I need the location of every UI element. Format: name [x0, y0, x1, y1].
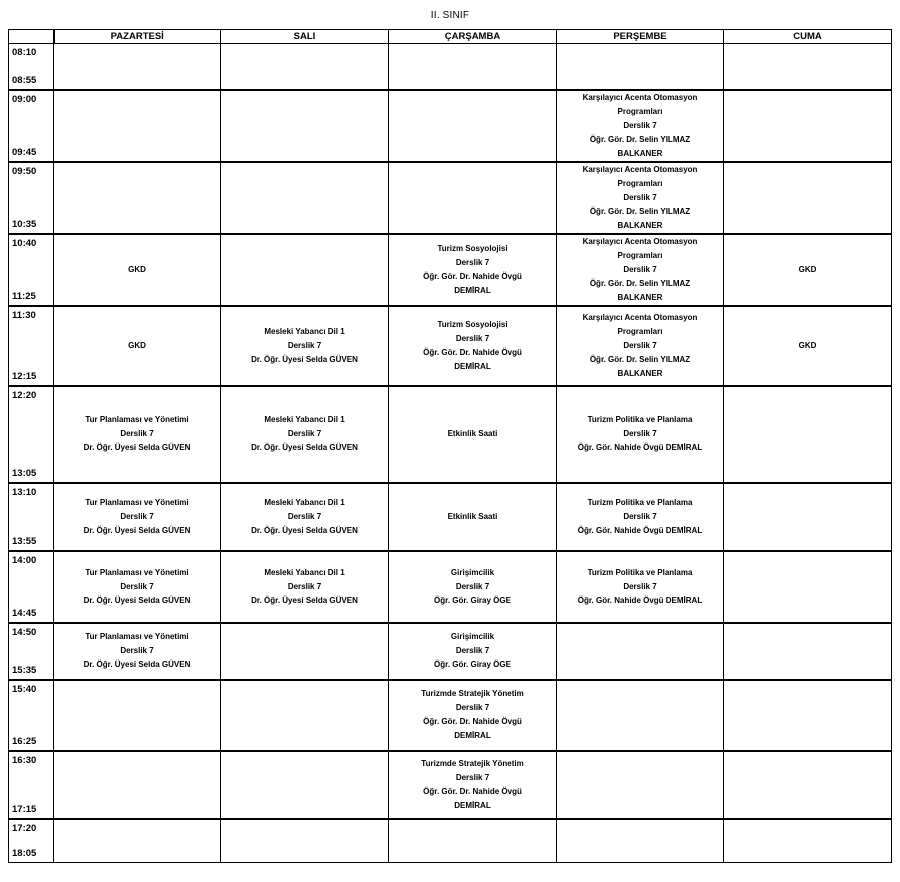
course-line: Mesleki Yabancı Dil 1 — [264, 497, 345, 507]
course-cell-sali — [221, 44, 389, 90]
schedule-body — [9, 44, 892, 863]
course-line: Programları — [617, 178, 663, 188]
course-line: Turizm Sosyolojisi — [437, 319, 508, 329]
course-line: Derslik 7 — [455, 581, 490, 591]
course-line: Derslik 7 — [623, 511, 657, 521]
slot-end-time: 10:35 — [12, 218, 37, 230]
course-line: Derslik 7 — [287, 429, 322, 438]
slot-start-time: 14:00 — [12, 554, 37, 566]
course-line: Derslik 7 — [120, 511, 154, 521]
course-line: DEMİRAL — [454, 361, 491, 371]
course-cell-cuma — [724, 386, 892, 483]
course-cell-pazartesi — [54, 819, 221, 863]
course-cell-sali — [221, 162, 389, 234]
course-cell-cuma — [724, 680, 892, 751]
course-line: GKD — [128, 264, 146, 274]
course-cell-sali — [221, 306, 389, 386]
course-line: Derslik 7 — [623, 429, 657, 438]
course-cell-carsamba — [389, 44, 557, 90]
course-cell-cuma — [724, 90, 892, 162]
course-line: Turizm Politika ve Planlama — [587, 567, 693, 577]
course-cell-cuma — [724, 551, 892, 623]
course-cell-cuma — [724, 44, 892, 90]
time-slot — [9, 819, 54, 863]
slot-start-time: 10:40 — [12, 237, 37, 249]
course-cell-persembe — [557, 306, 724, 386]
slot-start-time: 15:40 — [12, 683, 37, 695]
slot-end-time: 14:45 — [12, 607, 37, 619]
class-title: II. SINIF — [430, 10, 470, 21]
course-cell-sali — [221, 234, 389, 306]
course-cell-carsamba — [389, 90, 557, 162]
course-cell-carsamba — [389, 306, 557, 386]
course-cell-persembe — [557, 551, 724, 623]
course-line: Dr. Öğr. Üyesi Selda GÜVEN — [251, 443, 358, 452]
course-cell-sali — [221, 551, 389, 623]
time-slot — [9, 680, 54, 751]
course-cell-cuma — [724, 483, 892, 551]
course-line: Tur Planlaması ve Yönetimi — [85, 497, 189, 507]
course-cell-persembe — [557, 819, 724, 863]
course-line: Öğr. Gör. Dr. Nahide Övgü — [423, 717, 522, 726]
time-slot — [9, 551, 54, 623]
course-cell-pazartesi — [54, 386, 221, 483]
course-line: Derslik 7 — [623, 192, 657, 202]
slot-end-time: 13:05 — [12, 467, 37, 479]
slot-start-time: 16:30 — [12, 754, 37, 766]
course-line: Mesleki Yabancı Dil 1 — [264, 326, 345, 336]
course-line: Dr. Öğr. Üyesi Selda GÜVEN — [251, 525, 358, 535]
day-header-cuma: CUMA — [724, 30, 892, 44]
course-line: Programları — [617, 250, 663, 260]
schedule-table — [8, 29, 892, 863]
course-line: Etkinlik Saati — [447, 511, 498, 521]
slot-start-time: 13:10 — [12, 486, 37, 498]
course-line: BALKANER — [617, 148, 663, 158]
course-line: GKD — [798, 264, 817, 274]
course-cell-sali — [221, 386, 389, 483]
course-cell-cuma — [724, 819, 892, 863]
course-line: Derslik 7 — [623, 120, 657, 130]
course-line: Derslik 7 — [455, 333, 490, 343]
time-slot-row — [9, 551, 892, 623]
course-cell-persembe — [557, 623, 724, 680]
course-cell-pazartesi — [54, 680, 221, 751]
course-line: Öğr. Gör. Dr. Selin YILMAZ — [589, 134, 691, 144]
course-line: Karşılayıcı Acenta Otomasyon — [582, 92, 698, 102]
course-line: Öğr. Gör. Giray ÖGE — [434, 660, 511, 669]
time-slot — [9, 162, 54, 234]
course-line: BALKANER — [617, 292, 663, 302]
course-line: Derslik 7 — [287, 511, 322, 521]
slot-start-time: 14:50 — [12, 626, 37, 638]
course-line: Programları — [617, 326, 663, 336]
course-line: Öğr. Gör. Giray ÖGE — [434, 595, 511, 605]
time-slot — [9, 306, 54, 386]
time-slot — [9, 234, 54, 306]
course-line: Mesleki Yabancı Dil 1 — [264, 415, 345, 424]
course-line: Dr. Öğr. Üyesi Selda GÜVEN — [251, 595, 358, 605]
course-cell-sali — [221, 751, 389, 819]
course-cell-pazartesi — [54, 162, 221, 234]
course-line: Karşılayıcı Acenta Otomasyon — [582, 236, 698, 246]
course-line: Tur Planlaması ve Yönetimi — [85, 567, 189, 577]
course-cell-persembe — [557, 44, 724, 90]
course-cell-carsamba — [389, 234, 557, 306]
course-cell-persembe — [557, 386, 724, 483]
course-line: Öğr. Gör. Dr. Selin YILMAZ — [589, 206, 691, 216]
course-line: Öğr. Gör. Dr. Nahide Övgü — [423, 347, 522, 357]
course-cell-pazartesi — [54, 751, 221, 819]
course-line: DEMİRAL — [454, 285, 491, 295]
course-line: Öğr. Gör. Nahide Övgü DEMİRAL — [577, 595, 703, 605]
day-header-pazartesi: PAZARTESİ — [54, 30, 221, 44]
course-cell-persembe — [557, 680, 724, 751]
course-cell-carsamba — [389, 483, 557, 551]
course-cell-carsamba — [389, 162, 557, 234]
course-cell-sali — [221, 483, 389, 551]
course-cell-pazartesi — [54, 44, 221, 90]
course-line: Derslik 7 — [120, 646, 154, 655]
course-line: Dr. Öğr. Üyesi Selda GÜVEN — [83, 595, 191, 605]
day-header-persembe: PERŞEMBE — [557, 30, 724, 44]
header-row — [9, 30, 892, 44]
course-cell-cuma — [724, 162, 892, 234]
course-line: Dr. Öğr. Üyesi Selda GÜVEN — [83, 525, 191, 535]
time-slot-row — [9, 819, 892, 863]
course-line: Derslik 7 — [120, 581, 154, 591]
course-line: Derslik 7 — [287, 581, 322, 591]
course-cell-persembe — [557, 234, 724, 306]
course-cell-cuma — [724, 306, 892, 386]
course-line: Mesleki Yabancı Dil 1 — [264, 567, 345, 577]
course-line: Öğr. Gör. Dr. Selin YILMAZ — [589, 278, 691, 288]
course-cell-carsamba — [389, 551, 557, 623]
course-cell-carsamba — [389, 680, 557, 751]
course-cell-persembe — [557, 162, 724, 234]
course-line: Dr. Öğr. Üyesi Selda GÜVEN — [83, 660, 191, 669]
time-header — [9, 30, 54, 44]
course-cell-cuma — [724, 623, 892, 680]
day-header-sali: SALI — [221, 30, 389, 44]
slot-end-time: 11:25 — [12, 290, 36, 302]
slot-start-time: 11:30 — [12, 309, 36, 321]
time-slot-row — [9, 386, 892, 483]
course-cell-cuma — [724, 751, 892, 819]
slot-start-time: 17:20 — [12, 822, 37, 834]
slot-end-time: 17:15 — [12, 803, 37, 815]
time-slot — [9, 44, 54, 90]
course-line: DEMİRAL — [454, 800, 491, 810]
course-cell-persembe — [557, 751, 724, 819]
course-cell-sali — [221, 90, 389, 162]
course-line: Etkinlik Saati — [447, 429, 498, 438]
course-cell-cuma — [724, 234, 892, 306]
slot-start-time: 09:00 — [12, 93, 37, 105]
course-line: Derslik 7 — [455, 257, 490, 267]
course-cell-pazartesi — [54, 234, 221, 306]
course-line: Derslik 7 — [455, 646, 490, 655]
course-line: Öğr. Gör. Dr. Selin YILMAZ — [589, 354, 691, 364]
course-line: Programları — [617, 106, 663, 116]
time-slot — [9, 90, 54, 162]
course-cell-persembe — [557, 90, 724, 162]
course-line: Öğr. Gör. Nahide Övgü DEMİRAL — [577, 525, 703, 535]
course-line: Turizm Politika ve Planlama — [587, 497, 693, 507]
time-slot-row — [9, 306, 892, 386]
course-cell-carsamba — [389, 386, 557, 483]
course-line: BALKANER — [617, 368, 663, 378]
course-line: DEMİRAL — [454, 731, 491, 740]
course-line: Turizmde Stratejik Yönetim — [421, 758, 524, 768]
course-cell-carsamba — [389, 819, 557, 863]
slot-end-time: 16:25 — [12, 735, 37, 747]
time-slot-row — [9, 623, 892, 680]
course-line: Öğr. Gör. Dr. Nahide Övgü — [423, 271, 522, 281]
course-cell-sali — [221, 623, 389, 680]
time-slot — [9, 483, 54, 551]
slot-end-time: 18:05 — [12, 848, 37, 859]
time-slot-row — [9, 751, 892, 819]
course-line: Derslik 7 — [623, 264, 657, 274]
slot-start-time: 12:20 — [12, 389, 37, 401]
course-line: Öğr. Gör. Dr. Nahide Övgü — [423, 786, 522, 796]
course-line: Girişimcilik — [450, 567, 495, 577]
course-line: Turizm Politika ve Planlama — [587, 415, 693, 424]
slot-end-time: 08:55 — [12, 74, 37, 86]
course-cell-pazartesi — [54, 623, 221, 680]
time-slot-row — [9, 483, 892, 551]
time-slot-row — [9, 162, 892, 234]
slot-end-time: 15:35 — [12, 664, 37, 676]
course-line: Derslik 7 — [120, 429, 154, 438]
course-line: Karşılayıcı Acenta Otomasyon — [582, 164, 698, 174]
course-cell-pazartesi — [54, 483, 221, 551]
course-cell-pazartesi — [54, 551, 221, 623]
course-cell-carsamba — [389, 751, 557, 819]
slot-start-time: 08:10 — [12, 47, 37, 58]
slot-start-time: 09:50 — [12, 165, 37, 177]
course-line: Dr. Öğr. Üyesi Selda GÜVEN — [83, 443, 191, 452]
time-slot — [9, 623, 54, 680]
course-cell-persembe — [557, 483, 724, 551]
slot-end-time: 12:15 — [12, 370, 37, 382]
course-cell-carsamba — [389, 623, 557, 680]
slot-end-time: 13:55 — [12, 535, 37, 547]
time-slot — [9, 751, 54, 819]
course-line: Derslik 7 — [623, 581, 657, 591]
course-line: Girişimcilik — [450, 632, 495, 641]
course-line: Öğr. Gör. Nahide Övgü DEMİRAL — [577, 443, 703, 452]
course-line: Turizm Sosyolojisi — [437, 243, 508, 253]
course-line: GKD — [128, 340, 146, 350]
course-line: BALKANER — [617, 220, 663, 230]
course-line: Derslik 7 — [455, 772, 490, 782]
course-line: Turizmde Stratejik Yönetim — [421, 689, 524, 698]
course-line: Derslik 7 — [287, 340, 322, 350]
course-line: Derslik 7 — [623, 340, 657, 350]
course-cell-sali — [221, 819, 389, 863]
time-slot — [9, 386, 54, 483]
course-line: Tur Planlaması ve Yönetimi — [85, 632, 189, 641]
time-slot-row — [9, 234, 892, 306]
course-cell-pazartesi — [54, 306, 221, 386]
time-slot-row — [9, 680, 892, 751]
course-line: Tur Planlaması ve Yönetimi — [85, 415, 189, 424]
time-slot-row — [9, 90, 892, 162]
course-line: Dr. Öğr. Üyesi Selda GÜVEN — [251, 354, 358, 364]
course-cell-pazartesi — [54, 90, 221, 162]
course-line: GKD — [798, 340, 817, 350]
time-slot-row — [9, 44, 892, 90]
slot-end-time: 09:45 — [12, 146, 37, 158]
course-line: Derslik 7 — [455, 703, 490, 712]
course-line: Karşılayıcı Acenta Otomasyon — [582, 312, 698, 322]
course-cell-sali — [221, 680, 389, 751]
day-header-carsamba: ÇARŞAMBA — [389, 30, 557, 44]
